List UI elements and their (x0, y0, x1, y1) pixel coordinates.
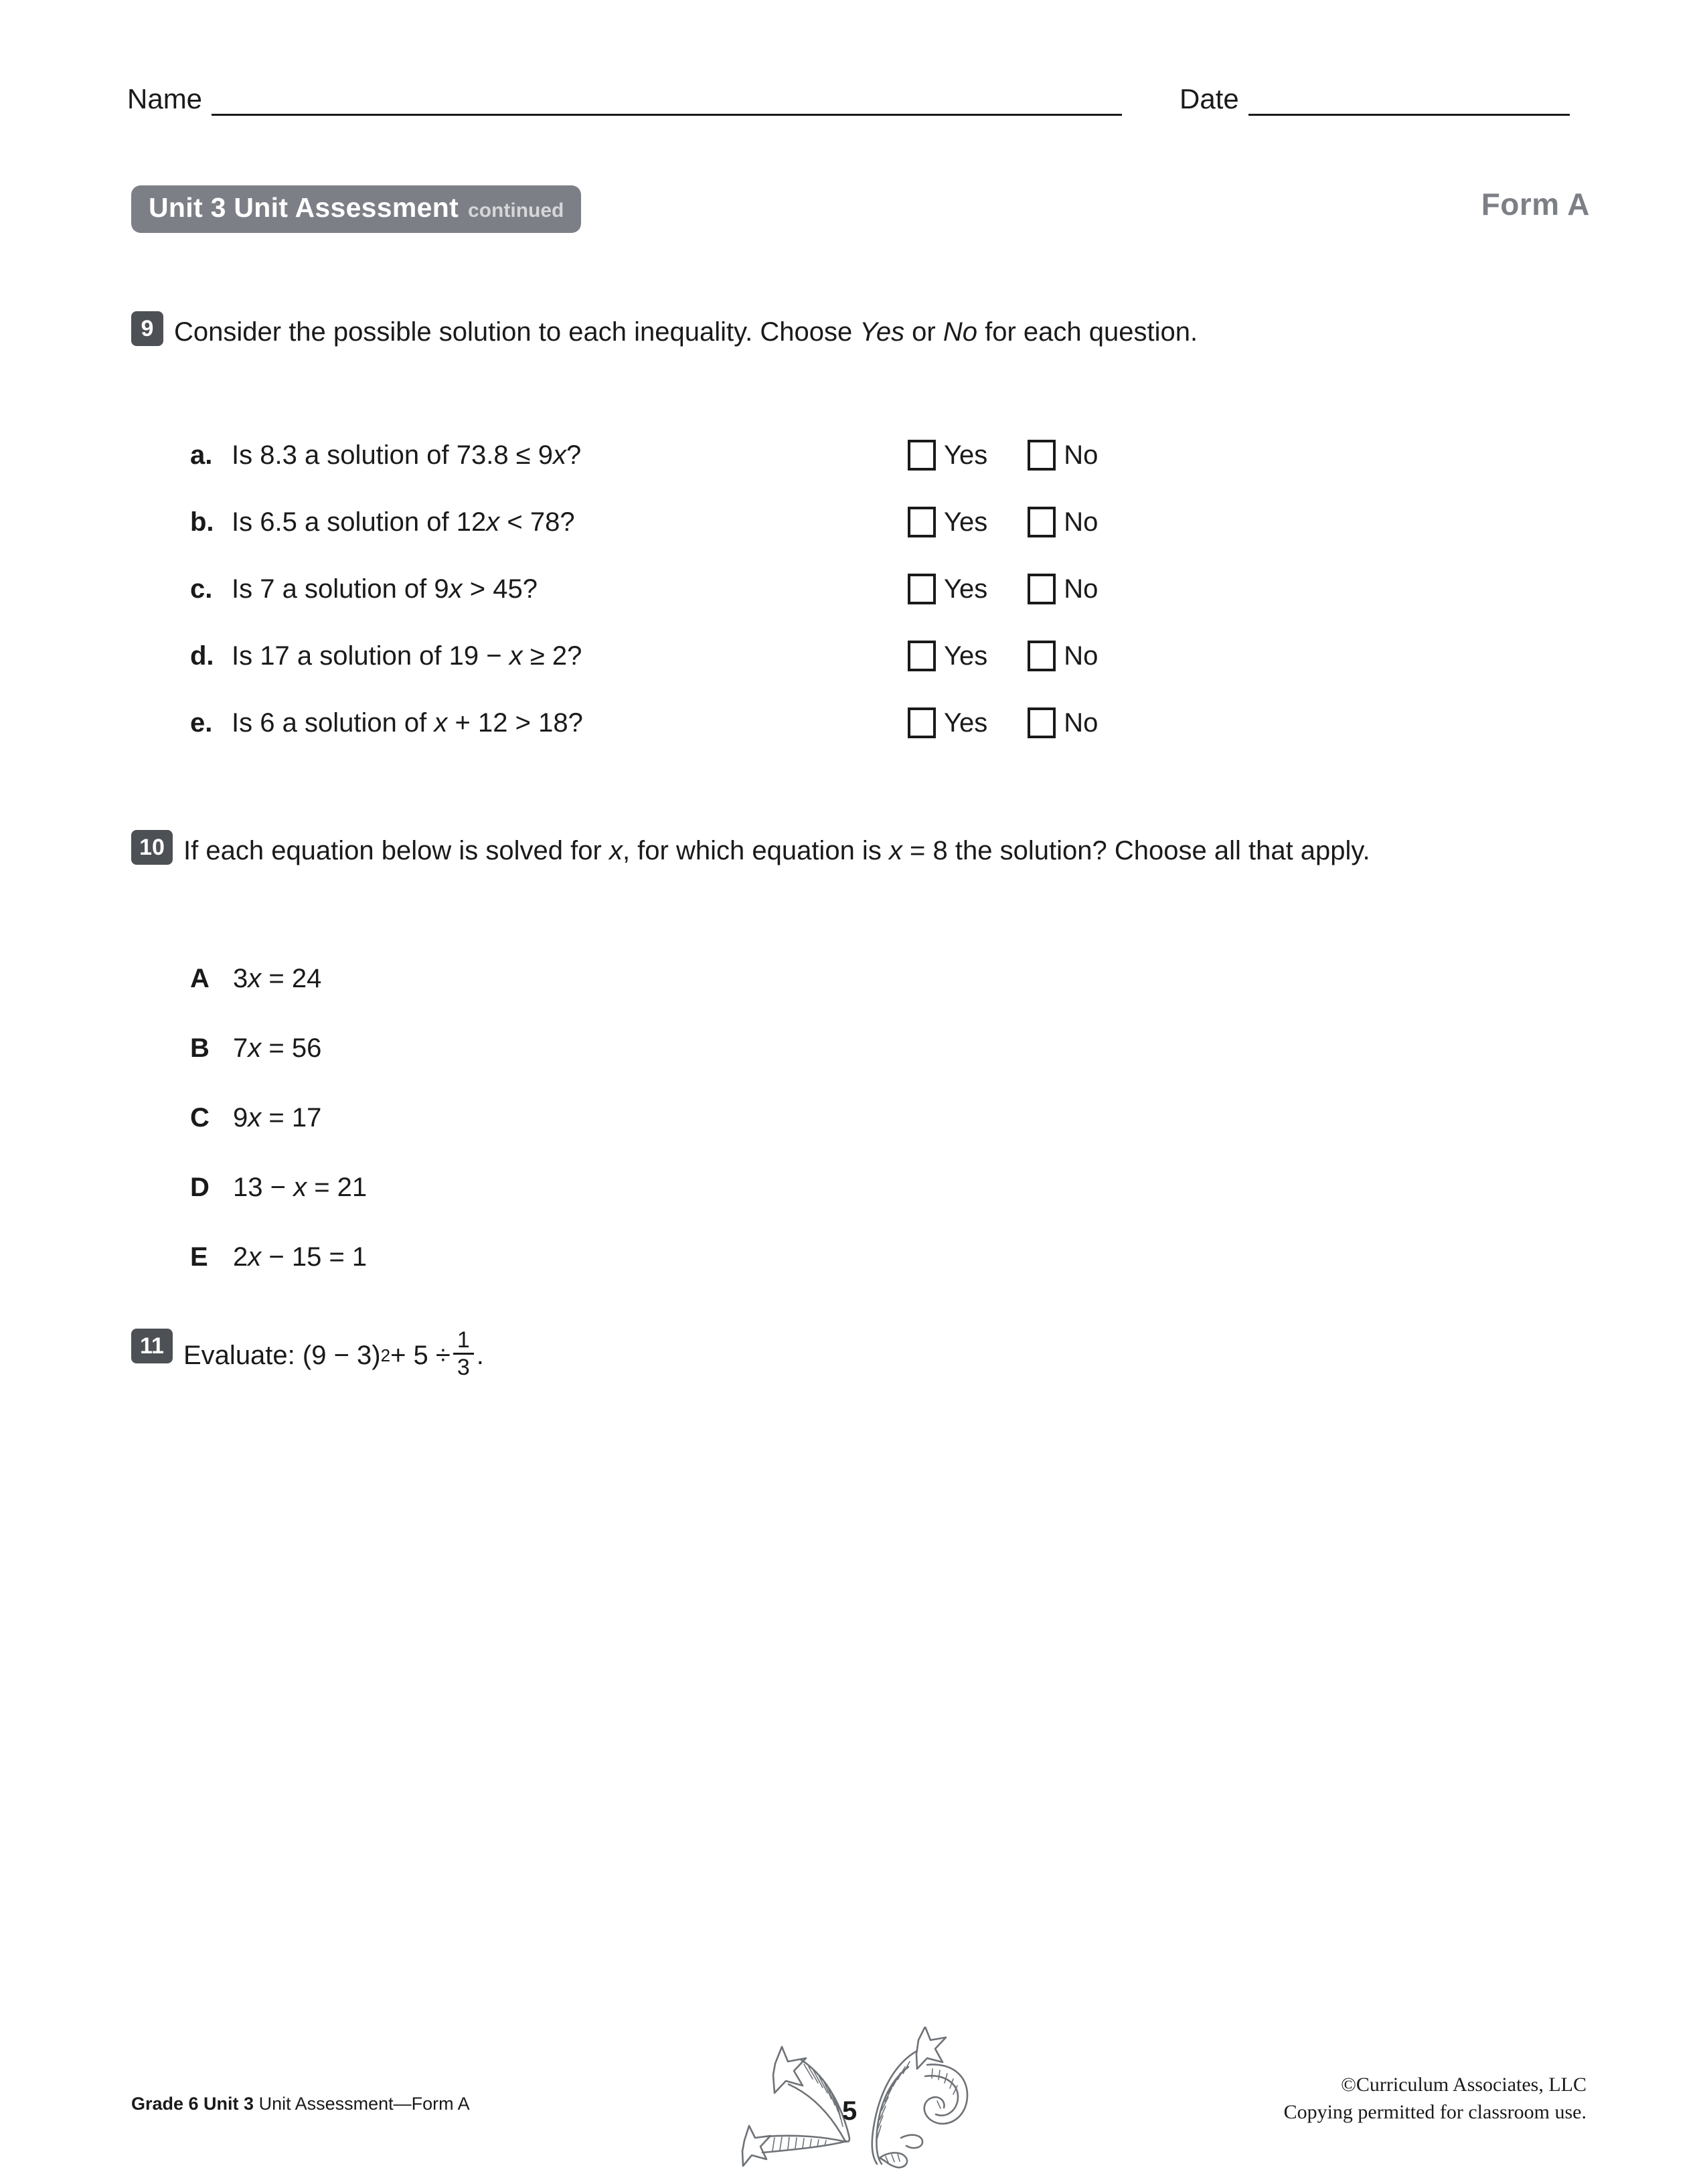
question-9-item-d (190, 622, 1462, 689)
no-label: No (1064, 507, 1099, 537)
q10-prompt-post: = 8 the solution? (902, 836, 1107, 865)
item-letter: d. (190, 641, 214, 671)
choice-equation (233, 964, 321, 994)
banner-continued-label: continued (468, 199, 564, 222)
question-10-choice-e[interactable] (190, 1222, 793, 1292)
unit-assessment-banner (131, 185, 581, 233)
eq-pre: 9 (233, 1102, 248, 1132)
yes-checkbox[interactable] (908, 507, 936, 537)
item-options (908, 507, 1098, 537)
eq-var: x (248, 1102, 262, 1132)
question-11-prompt: Evaluate: (9 − 3) 2 + 5 ÷ $\frac{1}{3}$ . (183, 1327, 484, 1380)
eq-var: x (248, 963, 262, 993)
q10-prompt-pre: If each equation below is solved for (183, 836, 609, 865)
question-10-number: 10 (131, 830, 173, 865)
eq-post: = 21 (307, 1172, 368, 1202)
question-9-item-e (190, 689, 1462, 756)
yes-option[interactable] (908, 507, 987, 537)
choice-letter: A (190, 963, 210, 993)
item-text: Is 17 a solution of 19 − x ≥ 2? (232, 641, 582, 671)
q11-label: Evaluate: (9 − 3) (183, 1340, 381, 1370)
choice-equation (233, 1173, 367, 1203)
item-letter: c. (190, 574, 213, 604)
footer-assessment-name: Unit Assessment—Form A (254, 2094, 470, 2114)
banner-title: Unit 3 Unit Assessment (149, 192, 459, 223)
question-10 (131, 830, 1537, 871)
yes-option[interactable] (908, 440, 987, 471)
eq-post: = 24 (261, 963, 322, 993)
fraction-one-third (453, 1327, 474, 1380)
yes-checkbox[interactable] (908, 641, 936, 671)
choice-letter: C (190, 1102, 210, 1132)
q9-prompt-mid: or (904, 317, 943, 347)
name-date-row (127, 84, 1587, 116)
copyright-line-2: Copying permitted for classroom use. (1283, 2101, 1587, 2123)
eq-var: x (248, 1033, 262, 1063)
yes-label: Yes (944, 507, 988, 537)
no-label: No (1064, 574, 1099, 604)
choice-equation (233, 1242, 367, 1272)
footer-left-text (131, 2094, 470, 2114)
item-letter: a. (190, 440, 213, 470)
eq-post: − 15 = 1 (261, 1242, 368, 1272)
question-9-item-b (190, 489, 1462, 556)
yes-checkbox[interactable] (908, 440, 936, 471)
question-10-choice-c[interactable] (190, 1083, 793, 1153)
yes-label: Yes (944, 440, 988, 470)
item-text: Is 7 a solution of 9x > 45? (232, 574, 538, 604)
yes-option[interactable] (908, 641, 987, 671)
q9-prompt-post: for (977, 317, 1016, 347)
yes-option[interactable] (908, 707, 987, 738)
q10-prompt-var1: x (608, 836, 623, 865)
q9-prompt-no: No (943, 317, 977, 347)
question-10-prompt (183, 830, 1388, 871)
item-options (908, 574, 1098, 604)
yes-checkbox[interactable] (908, 574, 936, 604)
question-9-prompt (174, 311, 1218, 353)
item-options (908, 440, 1098, 471)
q9-prompt-pre: Consider the possible solution to each inequality. Choose (174, 317, 860, 347)
eq-pre: 3 (233, 963, 248, 993)
choice-letter: D (190, 1172, 210, 1202)
fraction-numerator: 1 (457, 1327, 470, 1353)
q9-prompt-yes: Yes (860, 317, 905, 347)
no-label: No (1064, 440, 1099, 470)
eq-pre: 13 − (233, 1172, 294, 1202)
eq-pre: 7 (233, 1033, 248, 1063)
no-checkbox[interactable] (1028, 707, 1056, 738)
question-9-item-c (190, 556, 1462, 622)
q10-prompt-line2: Choose all that apply. (1114, 836, 1370, 865)
question-9-item-list (190, 422, 1462, 756)
q10-prompt-mid: , for which equation is (622, 836, 889, 865)
no-option[interactable] (1028, 507, 1098, 537)
question-10-choice-d[interactable] (190, 1153, 793, 1222)
question-9-item-a (190, 422, 1462, 489)
item-text: Is 6 a solution of x + 12 > 18? (232, 707, 583, 738)
no-option[interactable] (1028, 641, 1098, 671)
date-input-line[interactable] (1248, 89, 1570, 116)
item-text: Is 8.3 a solution of 73.8 ≤ 9x? (232, 440, 582, 470)
fraction-denominator: 3 (453, 1353, 474, 1380)
no-option[interactable] (1028, 440, 1098, 471)
yes-label: Yes (944, 641, 988, 671)
item-letter: e. (190, 707, 213, 738)
yes-label: Yes (944, 574, 988, 604)
date-label: Date (1180, 83, 1239, 114)
no-checkbox[interactable] (1028, 641, 1056, 671)
no-checkbox[interactable] (1028, 574, 1056, 604)
q11-end: . (476, 1340, 484, 1370)
footer-grade-unit: Grade 6 Unit 3 (131, 2094, 254, 2114)
choice-equation (233, 1033, 321, 1064)
eq-var: x (293, 1172, 307, 1202)
yes-checkbox[interactable] (908, 707, 936, 738)
name-input-line[interactable] (212, 89, 1122, 116)
question-10-choice-b[interactable] (190, 1013, 793, 1083)
q10-prompt-var2: x (888, 836, 902, 865)
choice-letter: B (190, 1033, 210, 1063)
page-number: 5 (842, 2096, 858, 2126)
eq-pre: 2 (233, 1242, 248, 1272)
choice-letter: E (190, 1242, 208, 1272)
question-11-number: 11 (131, 1329, 173, 1363)
yes-label: Yes (944, 707, 988, 738)
no-option[interactable] (1028, 707, 1098, 738)
item-text: Is 6.5 a solution of 12x < 78? (232, 507, 575, 537)
question-10-choice-list (190, 944, 793, 1292)
choice-equation (233, 1103, 321, 1133)
item-options (908, 707, 1098, 738)
eq-post: = 17 (261, 1102, 322, 1132)
eq-var: x (248, 1242, 262, 1272)
no-checkbox[interactable] (1028, 440, 1056, 471)
item-options (908, 641, 1098, 671)
footer-copyright (1284, 2071, 1587, 2126)
no-label: No (1064, 641, 1099, 671)
eq-post: = 56 (261, 1033, 322, 1063)
q11-mid: + 5 ÷ (390, 1340, 451, 1370)
item-letter: b. (190, 507, 214, 537)
yes-option[interactable] (908, 574, 987, 604)
no-option[interactable] (1028, 574, 1098, 604)
no-checkbox[interactable] (1028, 507, 1056, 537)
form-label: Form A (1481, 187, 1590, 222)
copyright-line-1: ©Curriculum Associates, LLC (1341, 2074, 1587, 2096)
q9-prompt-line2: each question. (1023, 317, 1198, 347)
no-label: No (1064, 707, 1099, 738)
question-9-number: 9 (131, 311, 163, 346)
question-11 (131, 1329, 1537, 1381)
question-9 (131, 311, 1537, 353)
name-label: Name (127, 83, 203, 114)
question-10-choice-a[interactable] (190, 944, 793, 1013)
